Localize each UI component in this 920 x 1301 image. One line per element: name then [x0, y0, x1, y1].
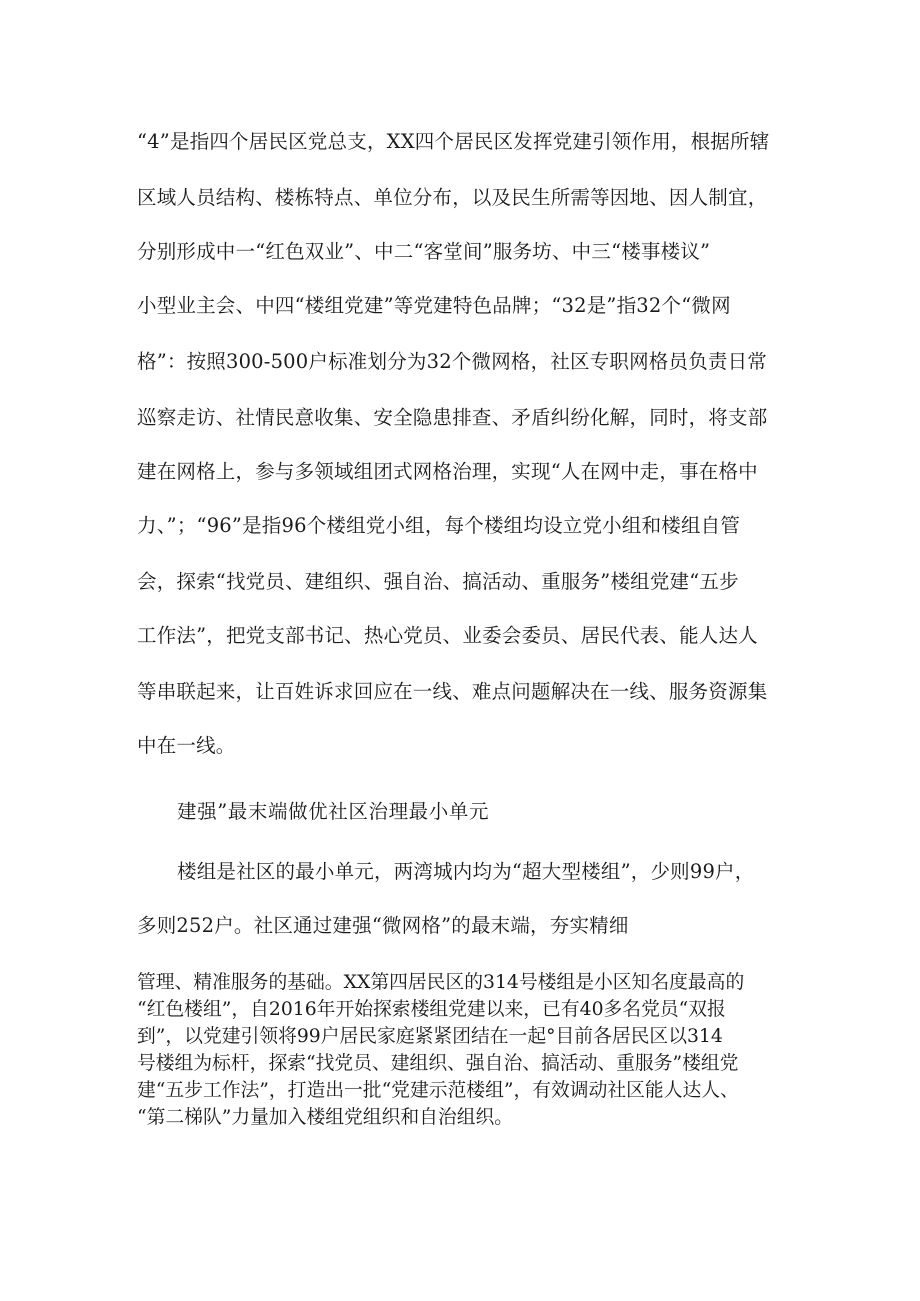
- text-line: 区域人员结构、楼栋特点、单位分布，以及民生所需等因地、因人制宜，: [137, 186, 768, 209]
- text-line: 多则252户。社区通过建强“微网格”的最末端，夯实精细: [137, 914, 629, 937]
- text-line: “红色楼组”，自2016年开始探索楼组党建以来，已有40多名党员“双报: [137, 999, 726, 1020]
- text-line: 会，探索“找党员、建组织、强自治、搞活动、重服务”楼组党建“五步: [137, 570, 739, 593]
- text-line: 力、”；“96”是指96个楼组党小组，每个楼组均设立党小组和楼组自管: [137, 514, 741, 537]
- text-line: 管理、精准服务的基础。XX第四居民区的314号楼组是小区知名度最高的: [137, 972, 745, 993]
- text-line: 分别形成中一“红色双业”、中二“客堂间”服务坊、中三“楼事楼议”: [137, 240, 711, 263]
- text-line: 小型业主会、中四“楼组党建”等党建特色品牌；“32是”指32个“微网: [137, 294, 731, 317]
- text-line: 建在网格上，参与多领域组团式网格治理，实现“人在网中走，事在格中: [137, 460, 758, 483]
- text-line: 号楼组为标杆，探索“找党员、建组织、强自治、搞活动、重服务”楼组党: [137, 1053, 739, 1074]
- text-line: 等串联起来，让百姓诉求回应在一线、难点问题解决在一线、服务资源集: [137, 680, 768, 703]
- text-line: 格”：按照300-500户标准划分为32个微网格，社区专职网格员负责日常: [137, 350, 768, 373]
- text-line: 到”，以党建引领将99户居民家庭紧紧团结在一起°目前各居民区以314: [137, 1026, 723, 1047]
- text-line: 建“五步工作法”，打造出一批“党建示范楼组”，有效调动社区能人达人、: [137, 1080, 739, 1101]
- text-line: “第二梯队”力量加入楼组党组织和自治组织。: [137, 1107, 514, 1128]
- text-line: 中在一线。: [137, 734, 236, 757]
- text-line: 楼组是社区的最小单元，两湾城内均为“超大型楼组”，少则99户，: [177, 860, 755, 883]
- text-line: 巡察走访、社情民意收集、安全隐患排查、矛盾纠纷化解，同时，将支部: [137, 406, 768, 429]
- text-line: 工作法”，把党支部书记、热心党员、业委会委员、居民代表、能人达人: [137, 624, 758, 647]
- text-line: “4”是指四个居民区党总支，XX四个居民区发挥党建引领作用，根据所辖: [137, 130, 770, 153]
- section-heading: 建强”最末端做优社区治理最小单元: [177, 800, 490, 823]
